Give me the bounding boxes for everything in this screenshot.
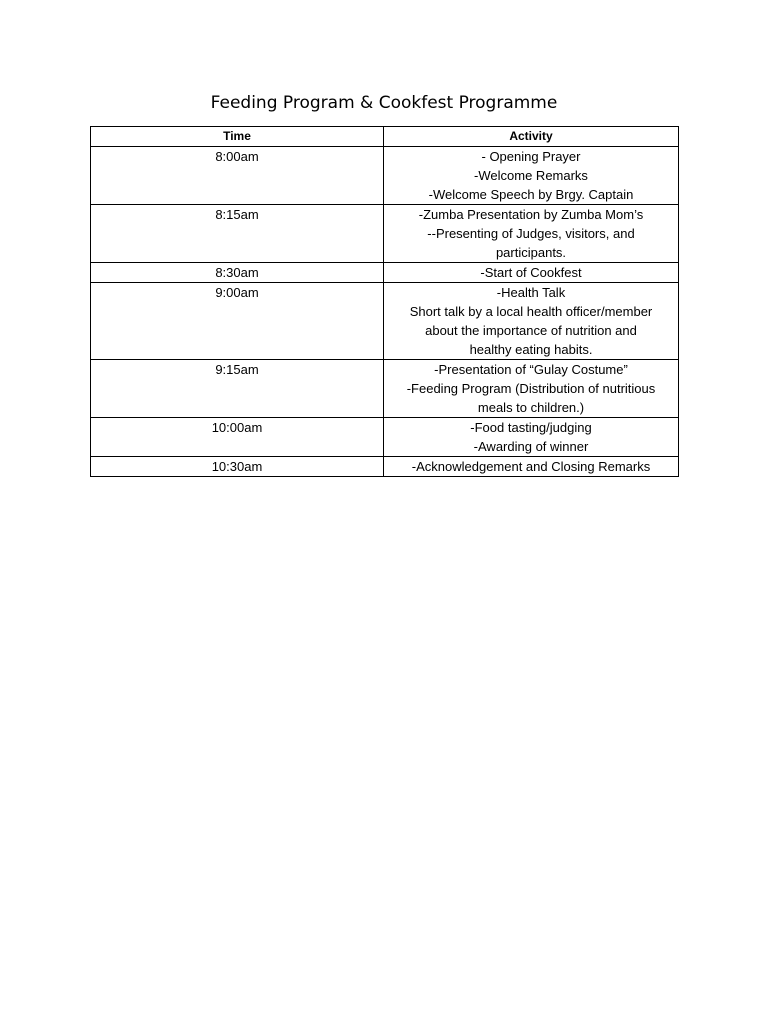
- table-row: [91, 147, 679, 205]
- activity-line: -Welcome Speech by Brgy. Captain: [428, 187, 634, 202]
- time-cell: 9:00am: [91, 283, 384, 360]
- activity-cell: [384, 457, 679, 477]
- activity-line: about the importance of nutrition and: [425, 323, 637, 338]
- activity-cell: [384, 360, 679, 418]
- activity-cell: [384, 263, 679, 283]
- table-row: [91, 283, 679, 360]
- activity-line: -Food tasting/judging: [470, 420, 592, 435]
- activity-line: -Welcome Remarks: [474, 168, 588, 183]
- page-title: Feeding Program & Cookfest Programme: [210, 93, 558, 113]
- activity-cell: [384, 283, 679, 360]
- activity-line: participants.: [495, 245, 567, 260]
- activity-line: -Health Talk: [496, 285, 566, 300]
- time-cell: 10:00am: [91, 418, 384, 457]
- table-row: [91, 360, 679, 418]
- activity-line: --Presenting of Judges, visitors, and: [427, 226, 635, 241]
- activity-line: -Awarding of winner: [473, 439, 589, 454]
- table-row: [91, 457, 679, 477]
- column-header-time: Time: [91, 127, 384, 147]
- activity-line: -Zumba Presentation by Zumba Mom’s: [418, 207, 644, 222]
- table-row: [91, 263, 679, 283]
- activity-line: Short talk by a local health officer/member: [409, 304, 653, 319]
- table-row: [91, 205, 679, 263]
- table-header-row: [91, 127, 679, 147]
- time-cell: 8:00am: [91, 147, 384, 205]
- activity-line: -Feeding Program (Distribution of nutritious: [406, 381, 656, 396]
- activity-cell: [384, 418, 679, 457]
- time-cell: 8:30am: [91, 263, 384, 283]
- activity-line: - Opening Prayer: [481, 149, 581, 164]
- time-cell: 8:15am: [91, 205, 384, 263]
- activity-line: -Presentation of “Gulay Costume”: [434, 362, 628, 377]
- activity-cell: [384, 205, 679, 263]
- activity-cell: [384, 147, 679, 205]
- table-row: [91, 418, 679, 457]
- time-cell: 10:30am: [91, 457, 384, 477]
- activity-line: -Acknowledgement and Closing Remarks: [411, 459, 651, 474]
- time-cell: 9:15am: [91, 360, 384, 418]
- activity-line: meals to children.): [477, 400, 585, 415]
- column-header-activity: Activity: [384, 127, 679, 147]
- schedule-table: [90, 126, 679, 477]
- activity-line: healthy eating habits.: [469, 342, 593, 357]
- activity-line: -Start of Cookfest: [480, 265, 582, 280]
